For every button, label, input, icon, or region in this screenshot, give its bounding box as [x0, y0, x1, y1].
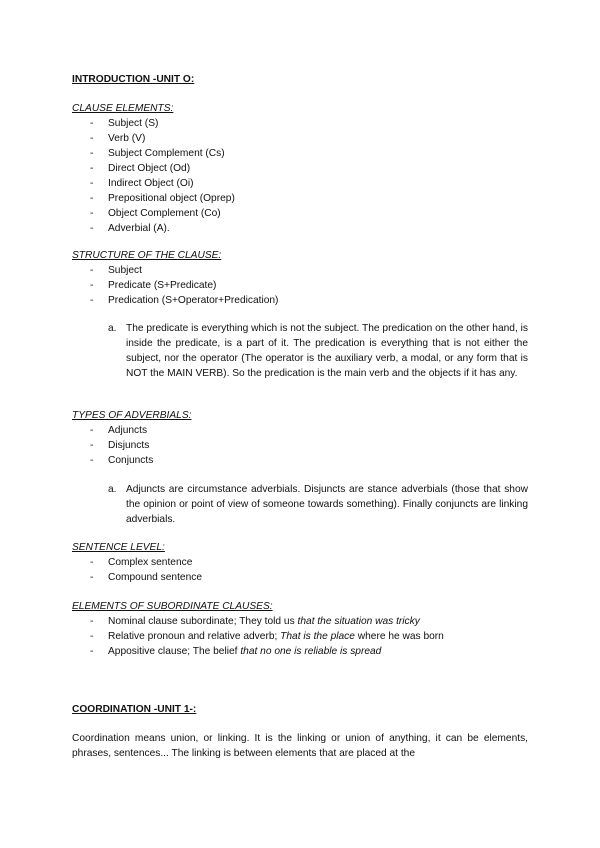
structure-title: STRUCTURE OF THE CLAUSE: — [72, 250, 222, 261]
list-item: - Object Complement (Co) — [72, 206, 532, 221]
list-item: - Conjuncts — [72, 453, 532, 468]
item-text: Nominal clause subordinate; They told us — [108, 616, 298, 627]
list-item: - Indirect Object (Oi) — [72, 176, 532, 191]
item-text: Appositive clause; The belief — [108, 646, 241, 657]
unit0-heading: INTRODUCTION -UNIT O: — [72, 74, 195, 85]
note-marker: a. — [108, 323, 117, 334]
item-example: that no one is reliable is spread — [240, 646, 382, 657]
list-item — [72, 629, 532, 644]
structure-note — [108, 321, 528, 381]
note-text: Adjuncts are circumstance adverbials. Disjuncts are stance adverbials (those that show the opinion or point of view of someone towards something). Finally conjuncts are linking adverbials. — [126, 484, 528, 525]
list-item: - Compound sentence — [72, 570, 532, 585]
list-item: - Direct Object (Od) — [72, 161, 532, 176]
clause-elements-list — [72, 116, 532, 236]
item-example: that the situation was tricky — [297, 616, 420, 627]
list-item: - Adverbial (A). — [72, 221, 532, 236]
list-item: - Subject (S) — [72, 116, 532, 131]
sentence-level-title: SENTENCE LEVEL: — [72, 542, 165, 553]
adverbials-title: TYPES OF ADVERBIALS: — [72, 410, 192, 421]
list-item: - Subject — [72, 263, 532, 278]
unit1-heading: COORDINATION -UNIT 1-: — [72, 704, 197, 715]
unit1-paragraph: Coordination means union, or linking. It is the linking or union of anything, it can be elements, phrases, sentences... The linking is between elements that are placed at the — [72, 733, 528, 759]
list-item: - Subject Complement (Cs) — [72, 146, 532, 161]
clause-elements-title: CLAUSE ELEMENTS: — [72, 103, 174, 114]
subordinate-list — [72, 614, 532, 659]
note-text: The predicate is everything which is not the subject. The predication on the other hand, is inside the predicate, is a part of it. The predication is everything that is not either the subject, nor the operator (The operator is the auxiliary verb, a modal, or any form that is NOT the MAIN VERB). So the predication is the main verb and the objects if it has any. — [126, 323, 528, 379]
item-example: That is the place — [280, 631, 355, 642]
list-item — [72, 614, 532, 629]
list-item — [72, 644, 532, 659]
item-after: where he was born — [354, 631, 444, 642]
item-text: Relative pronoun and relative adverb; — [108, 631, 281, 642]
list-item: - Predication (S+Operator+Predication) — [72, 293, 532, 308]
note-marker: a. — [108, 484, 117, 495]
list-item: - Disjuncts — [72, 438, 532, 453]
structure-list — [72, 263, 532, 308]
sentence-level-list — [72, 555, 532, 585]
adverbials-note — [108, 482, 528, 527]
list-item: - Verb (V) — [72, 131, 532, 146]
adverbials-list — [72, 423, 532, 468]
list-item: - Complex sentence — [72, 555, 532, 570]
list-item: - Predicate (S+Predicate) — [72, 278, 532, 293]
list-item: - Adjuncts — [72, 423, 532, 438]
subordinate-title: ELEMENTS OF SUBORDINATE CLAUSES: — [72, 601, 273, 612]
list-item: - Prepositional object (Oprep) — [72, 191, 532, 206]
